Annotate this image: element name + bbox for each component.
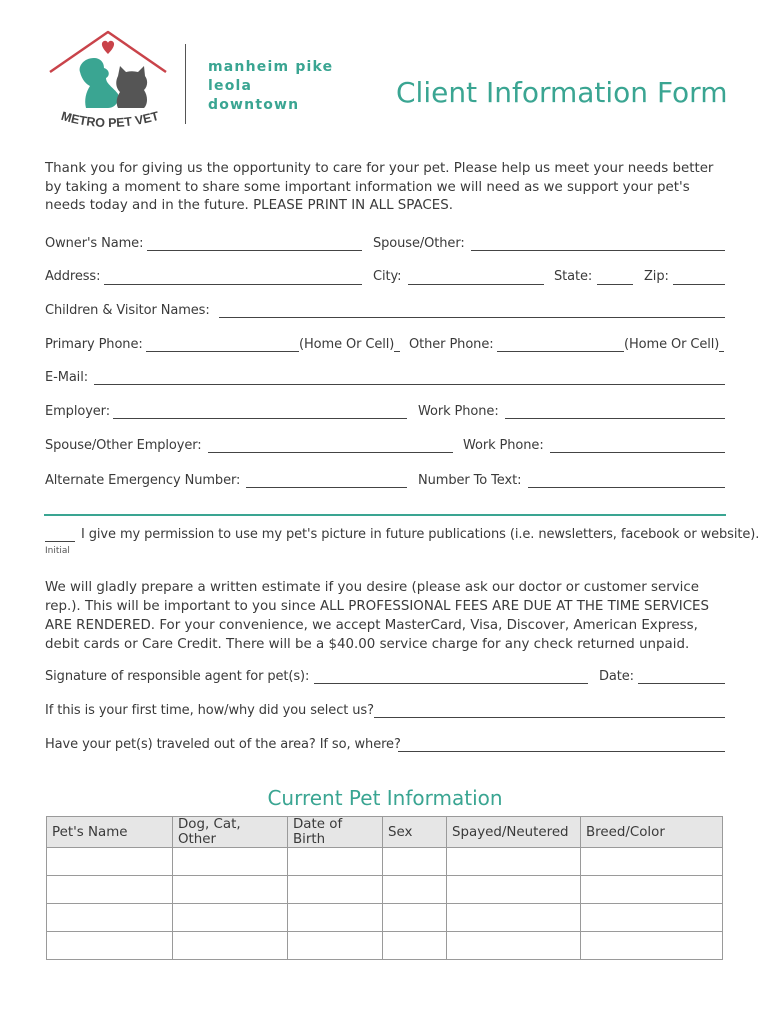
- table-row: [47, 904, 723, 932]
- number-to-text-field[interactable]: [528, 487, 725, 488]
- number-to-text-label: Number To Text:: [418, 473, 522, 488]
- spouse-other-label: Spouse/Other:: [373, 236, 465, 251]
- work-phone-field-1[interactable]: [505, 418, 725, 419]
- header-divider: [185, 44, 186, 124]
- pet-info-title: Current Pet Information: [267, 786, 503, 810]
- logo-text: METRO PET VET: [59, 108, 161, 131]
- metro-pet-vet-logo: [44, 28, 174, 134]
- alt-emergency-field[interactable]: [246, 487, 407, 488]
- spayed-cell[interactable]: [447, 904, 581, 932]
- sex-cell[interactable]: [383, 876, 447, 904]
- spouse-employer-label: Spouse/Other Employer:: [45, 438, 202, 453]
- pet-table-header-row: [47, 817, 723, 848]
- spayed-cell[interactable]: [447, 932, 581, 960]
- state-field[interactable]: [597, 284, 633, 285]
- alt-emergency-label: Alternate Emergency Number:: [45, 473, 241, 488]
- col-pets-name: Pet's Name: [47, 817, 173, 848]
- spayed-cell[interactable]: [447, 848, 581, 876]
- locations-list: [208, 58, 333, 115]
- owners-name-label: Owner's Name:: [45, 236, 144, 251]
- zip-label: Zip:: [644, 269, 669, 284]
- work-phone-field-2[interactable]: [550, 452, 725, 453]
- first-time-field[interactable]: [374, 717, 725, 718]
- sex-cell[interactable]: [383, 848, 447, 876]
- first-time-label: If this is your first time, how/why did you select us?: [45, 703, 374, 718]
- table-row: [47, 876, 723, 904]
- intro-paragraph: Thank you for giving us the opportunity to care for your pet. Please help us meet your needs better by taking a moment to share some important information we will need as we support your pet's needs today and in the future. PLEASE PRINT IN ALL SPACES.: [45, 161, 714, 213]
- dob-cell[interactable]: [288, 848, 383, 876]
- zip-field[interactable]: [673, 284, 725, 285]
- pet-name-cell[interactable]: [47, 904, 173, 932]
- date-field[interactable]: [638, 683, 725, 684]
- location-manheim-pike: manheim pike: [208, 59, 334, 75]
- estimate-paragraph: We will gladly prepare a written estimate if you desire (please ask our doctor or customer service rep.). This will be important to you since ALL PROFESSIONAL FEES ARE DUE AT THE TIME SERVICES ARE RENDERED. For your convenience, we accept MasterCard, Visa, Discover, American Express, debit cards or Care Credit. There will be a $40.00 service charge for any check returned unpaid.: [45, 580, 710, 652]
- table-row: [47, 848, 723, 876]
- location-downtown: downtown: [208, 97, 300, 113]
- pet-name-cell[interactable]: [47, 876, 173, 904]
- initial-label: Initial: [45, 546, 70, 556]
- location-leola: leola: [208, 78, 253, 94]
- employer-label: Employer:: [45, 404, 110, 419]
- work-phone-label-2: Work Phone:: [463, 438, 544, 453]
- children-visitor-label: Children & Visitor Names:: [45, 303, 210, 318]
- col-spayed-neutered: Spayed/Neutered: [447, 817, 581, 848]
- col-date-of-birth: Date of Birth: [288, 817, 383, 848]
- pet-name-cell[interactable]: [47, 848, 173, 876]
- state-label: State:: [554, 269, 593, 284]
- svg-text:METRO PET VET: [59, 109, 160, 130]
- dob-cell[interactable]: [288, 904, 383, 932]
- table-row: [47, 932, 723, 960]
- primary-phone-label: Primary Phone:: [45, 337, 143, 352]
- col-species: Dog, Cat, Other: [173, 817, 288, 848]
- traveled-field[interactable]: [398, 751, 725, 752]
- email-field[interactable]: [94, 384, 725, 385]
- children-visitor-field[interactable]: [219, 317, 725, 318]
- col-breed-color: Breed/Color: [581, 817, 723, 848]
- breed-cell[interactable]: [581, 932, 723, 960]
- home-or-cell-hint-2: (Home Or Cell): [624, 337, 720, 352]
- dob-cell[interactable]: [288, 932, 383, 960]
- city-field[interactable]: [408, 284, 544, 285]
- home-or-cell-hint-1: (Home Or Cell): [299, 337, 395, 352]
- species-cell[interactable]: [173, 932, 288, 960]
- city-label: City:: [373, 269, 402, 284]
- breed-cell[interactable]: [581, 904, 723, 932]
- spouse-employer-field[interactable]: [208, 452, 453, 453]
- dob-cell[interactable]: [288, 876, 383, 904]
- sex-cell[interactable]: [383, 904, 447, 932]
- spayed-cell[interactable]: [447, 876, 581, 904]
- signature-field[interactable]: [314, 683, 588, 684]
- species-cell[interactable]: [173, 848, 288, 876]
- spouse-other-field[interactable]: [471, 250, 725, 251]
- owners-name-field[interactable]: [147, 250, 362, 251]
- address-field[interactable]: [104, 284, 362, 285]
- sex-cell[interactable]: [383, 932, 447, 960]
- permission-initial-field[interactable]: [45, 541, 75, 542]
- species-cell[interactable]: [173, 876, 288, 904]
- col-sex: Sex: [383, 817, 447, 848]
- employer-field[interactable]: [113, 418, 407, 419]
- permission-text: I give my permission to use my pet's picture in future publications (i.e. newsletters, facebook or website).: [81, 527, 760, 542]
- breed-cell[interactable]: [581, 876, 723, 904]
- address-label: Address:: [45, 269, 101, 284]
- other-phone-label: Other Phone:: [409, 337, 494, 352]
- traveled-label: Have your pet(s) traveled out of the area? If so, where?: [45, 737, 401, 752]
- email-label: E-Mail:: [45, 370, 88, 385]
- form-title: Client Information Form: [396, 76, 728, 109]
- pet-info-table: [46, 816, 723, 960]
- signature-label: Signature of responsible agent for pet(s):: [45, 669, 310, 684]
- species-cell[interactable]: [173, 904, 288, 932]
- work-phone-label-1: Work Phone:: [418, 404, 499, 419]
- pet-name-cell[interactable]: [47, 932, 173, 960]
- section-divider: [44, 514, 726, 516]
- date-label: Date:: [599, 669, 634, 684]
- breed-cell[interactable]: [581, 848, 723, 876]
